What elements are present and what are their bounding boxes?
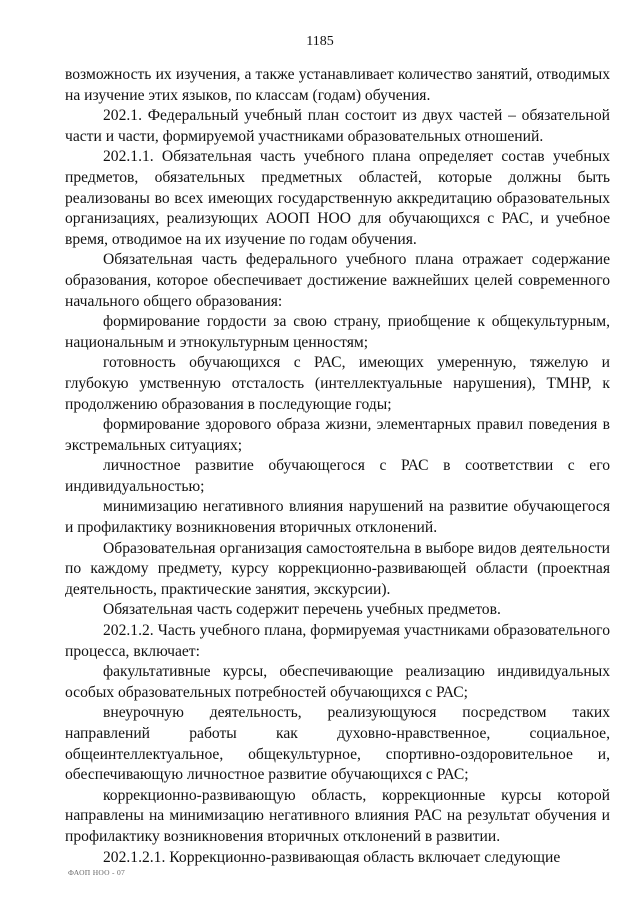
footer-mark: ФАОП НОО - 07 [68, 868, 126, 877]
paragraph-202-1-2: 202.1.2. Часть учебного плана, формируемая участниками образовательного процесса, включает: [65, 622, 610, 660]
list-item-minimization: минимизацию негативного влияния нарушений на развитие обучающегося и профилактику возникновения вторичных отклонений. [65, 498, 610, 537]
list-item-readiness: готовность обучающихся с РАС, имеющих умеренную, тяжелую и глубокую умственную отсталость (интеллектуальные нарушения), ТМНР, к продолжению образования в последующие годы; [65, 354, 610, 413]
paragraph-subjects-list: Обязательная часть содержит перечень учебных предметов. [103, 601, 501, 619]
paragraph-mandatory-part: Обязательная часть федерального учебного плана отражает содержание образования, которое обеспечивает достижение важнейших целей современного начального общего образования: [65, 251, 610, 310]
list-item-healthy-lifestyle: формирование здорового образа жизни, элементарных правил поведения в экстремальных ситуациях; [65, 416, 610, 454]
list-item-optional-courses: факультативные курсы, обеспечивающие реализацию индивидуальных особых образовательных потребностей обучающихся с РАС; [65, 663, 610, 701]
paragraph-202-1-2-1: 202.1.2.1. Коррекционно-развивающая область включает следующие [103, 848, 561, 866]
page-number: 1185 [306, 34, 334, 49]
list-item-pride: формирование гордости за свою страну, приобщение к общекультурным, национальным и этнокультурным ценностям; [65, 313, 610, 351]
document-body [65, 65, 610, 868]
paragraph-organization-autonomy: Образовательная организация самостоятельна в выборе видов деятельности по каждому предмету, курсу коррекционно-развивающей области (проектная деятельность, практические занятия, экскурсии). [65, 539, 610, 598]
list-item-personal-development: личностное развитие обучающегося с РАС в соответствии с его индивидуальностью; [65, 457, 610, 495]
paragraph-202-1: 202.1. Федеральный учебный план состоит из двух частей – обязательной части и части, формируемой участниками образовательных отношений. [65, 107, 610, 145]
list-item-extracurricular: внеурочную деятельность, реализующуюся посредством таких направлений работы как духовно-нравственное, социальное, общеинтеллектуальное, общекультурное, спортивно-оздоровительное и, обеспечивающую личностное развитие обучающихся с РАС; [65, 704, 610, 784]
paragraph-continuation: возможность их изучения, а также устанавливает количество занятий, отводимых на изучение этих языков, по классам (годам) обучения. [65, 66, 610, 104]
paragraph-202-1-1: 202.1.1. Обязательная часть учебного плана определяет состав учебных предметов, обязательных предметных областей, которые должны быть реализованы во всех имеющих государственную аккредитацию образовательных организациях, реализующих АООП НОО для обучающихся с РАС, и учебное время, отводимое на их изучение по годам обучения. [65, 148, 610, 248]
list-item-correctional-area: коррекционно-развивающую область, коррекционные курсы которой направлены на минимизацию негативного влияния РАС на результат обучения и профилактику возникновения вторичных отклонений в развитии. [65, 786, 610, 845]
